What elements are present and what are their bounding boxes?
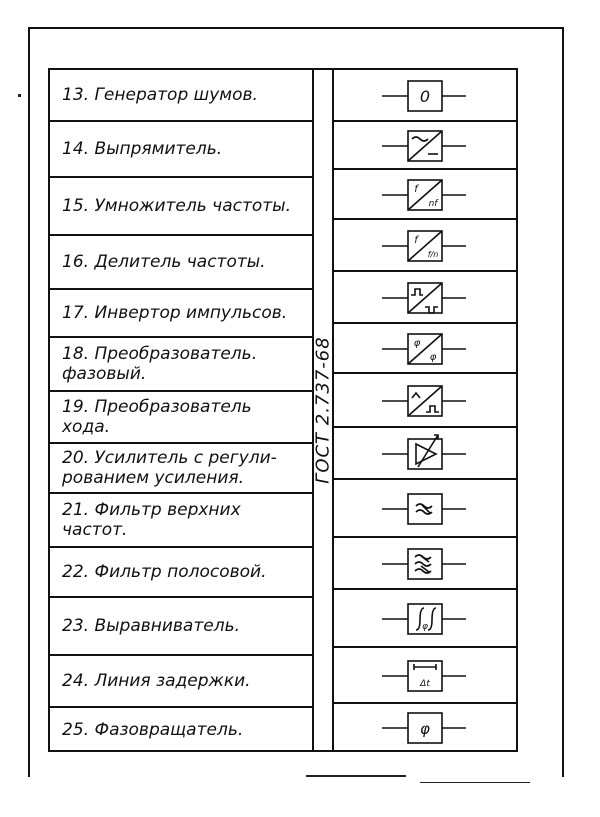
phase-converter-icon [334,324,516,374]
svg-text:φ: φ [413,338,421,349]
scan-speck [18,94,21,97]
row-label: 21. Фильтр верхних частот. [50,494,312,548]
symbol-cell [334,122,516,170]
svg-text:Δt: Δt [420,679,430,689]
symbol-cell [334,538,516,590]
row-label: 15. Умножитель частоты. [50,178,312,236]
svg-text:φ: φ [420,720,430,738]
row-label: 22. Фильтр полосовой. [50,548,312,598]
noise-generator-icon [334,70,516,122]
gost-column [312,70,334,750]
svg-text:f: f [414,184,418,195]
stroke-converter-icon [334,374,516,428]
symbol-table [48,68,518,752]
symbol-column [334,70,516,750]
row-label: 24. Линия задержки. [50,656,312,708]
symbol-cell [334,374,516,428]
row-label: 17. Инвертор импульсов. [50,290,312,338]
svg-text:f: f [414,235,418,246]
row-label: 18. Преобразователь. фазовый. [50,338,312,392]
svg-text:nf: nf [428,199,438,209]
svg-text:f/n: f/n [427,250,439,259]
symbol-cell [334,480,516,538]
row-label: 19. Преобразователь хода. [50,392,312,444]
rectifier-icon [334,122,516,170]
row-label: 23. Выравниватель. [50,598,312,656]
pulse-inverter-icon [334,272,516,324]
frequency-divider-icon [334,220,516,272]
symbol-cell [334,220,516,272]
symbol-cell [334,704,516,752]
row-label: 13. Генератор шумов. [50,70,312,122]
symbol-cell [334,324,516,374]
label-column [50,70,312,750]
symbol-cell [334,170,516,220]
delay-line-icon [334,648,516,704]
symbol-cell [334,70,516,122]
gain-controlled-amplifier-icon [334,428,516,480]
phase-shifter-icon [334,704,516,752]
equalizer-icon [334,590,516,648]
symbol-cell [334,272,516,324]
row-label: 16. Делитель частоты. [50,236,312,290]
symbol-cell [334,428,516,480]
row-label: 20. Усилитель с регули- рованием усиления. [50,444,312,494]
high-pass-filter-icon [334,480,516,538]
svg-text:φ: φ [422,622,428,632]
symbol-cell [334,648,516,704]
row-label: 25. Фазовращатель. [62,720,244,740]
gost-label: ГОСТ 2.737-68 [312,336,334,484]
symbol-cell [334,590,516,648]
scan-line [306,775,406,777]
frequency-multiplier-icon [334,170,516,220]
svg-text:0: 0 [419,87,431,106]
scan-line [420,782,530,783]
row-label: 14. Выпрямитель. [50,122,312,178]
svg-text:φ: φ [429,352,437,363]
band-pass-filter-icon [334,538,516,590]
